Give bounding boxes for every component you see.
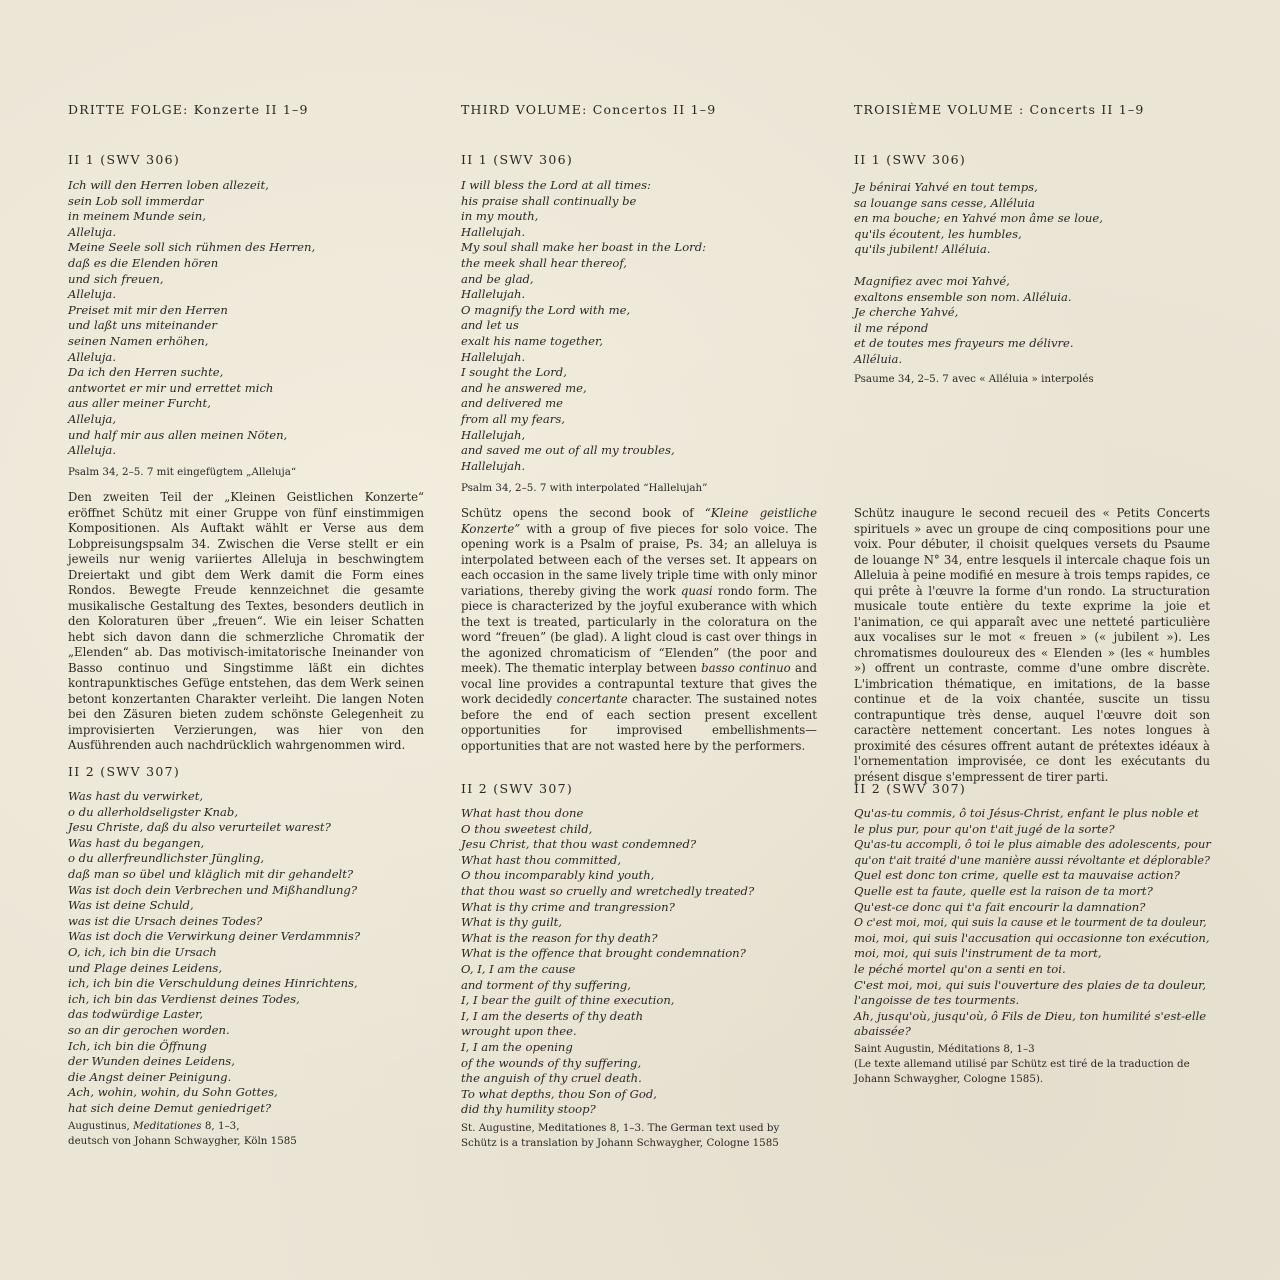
- verse-line: Ach, wohin, wohin, du Sohn Gottes,: [68, 1085, 278, 1100]
- english-volume-title: THIRD VOLUME: Concertos II 1–9: [461, 102, 717, 117]
- verse-line: Was hast du begangen,: [68, 835, 205, 850]
- english-commentary-part: rondo form. The piece is characterized by the joyful exuberance with which the text is treated, particularly in the coloratura on the word “freuen” (be glad). A light cloud is cast over things in the agonized chromaticism of “Elenden” (the poor and meek). The thematic interplay between: [461, 583, 817, 675]
- verse-line: and he answered me,: [461, 380, 587, 395]
- german-piece2-heading: II 2 (SWV 307): [68, 764, 180, 779]
- verse-line: daß es die Elenden hören: [68, 255, 219, 270]
- english-commentary-part: Schütz opens the second book of: [461, 506, 705, 520]
- verse-line: was ist die Ursach deines Todes?: [68, 913, 263, 928]
- verse-line: o du allerholdseligster Knab,: [68, 804, 239, 819]
- english-commentary-part: character. The sustained notes before the end of each section present excellent opportunities for improvised embellishments—opportunities that are not wasted here by the performers.: [461, 692, 818, 753]
- verse-line: il me répond: [854, 320, 929, 335]
- verse-line: qu'ils écoutent, les humbles,: [854, 226, 1022, 241]
- english-commentary-emphasis: quasi: [680, 583, 713, 598]
- verse-line: and let us: [461, 318, 519, 333]
- verse-line: Alleluja.: [68, 349, 117, 364]
- verse-line: What is thy guilt,: [461, 915, 562, 930]
- verse-line: that thou wast so cruelly and wretchedly treated?: [461, 883, 755, 898]
- verse-line: Hallelujah.: [461, 458, 526, 473]
- verse-line: Alleluja.: [68, 224, 117, 239]
- verse-line: exaltons ensemble son nom. Alléluia.: [854, 289, 1072, 304]
- verse-line: the anguish of thy cruel death.: [461, 1071, 642, 1086]
- verse-line: Hallelujah,: [461, 427, 526, 442]
- verse-line: Je bénirai Yahvé en tout temps,: [854, 180, 1038, 194]
- verse-line: Was ist doch dein Verbrechen und Mißhandlung?: [68, 882, 358, 897]
- french-piece2-source-line1: Saint Augustin, Méditations 8, 1–3: [854, 1043, 1035, 1055]
- verse-line: Alleluja.: [68, 443, 117, 458]
- french-piece2-source-line3: Johann Schwaygher, Cologne 1585).: [854, 1073, 1044, 1085]
- verse-line: and delivered me: [461, 396, 563, 411]
- verse-line: I will bless the Lord at all times:: [461, 178, 651, 192]
- english-commentary-emphasis: basso continuo: [701, 661, 791, 675]
- verse-line: moi, moi, qui suis l'instrument de ta mort,: [854, 946, 1102, 961]
- french-piece2-heading: II 2 (SWV 307): [854, 781, 966, 796]
- verse-line: the meek shall hear thereof,: [461, 255, 627, 270]
- verse-line: das todwürdige Laster,: [68, 1007, 204, 1022]
- verse-line: seinen Namen erhöhen,: [68, 333, 209, 348]
- verse-line: Ich will den Herren loben allezeit,: [68, 178, 269, 192]
- verse-line: and torment of thy suffering,: [461, 977, 631, 992]
- verse-line: qu'on t'ait traité d'une manière aussi révoltante et déplorable?: [854, 853, 1211, 867]
- verse-line: hat sich deine Demut geniedriget?: [68, 1100, 272, 1115]
- verse-line: C'est moi, moi, qui suis l'ouverture des plaies de ta douleur,: [854, 977, 1207, 992]
- verse-line: Was ist deine Schuld,: [68, 898, 194, 913]
- german-piece2-source-author: Augustinus,: [68, 1120, 130, 1132]
- verse-line: le péché mortel qu'on a senti en toi.: [854, 961, 1066, 976]
- verse-line: and saved me out of all my troubles,: [461, 443, 675, 458]
- german-commentary: Den zweiten Teil der „Kleinen Geistlichen Konzerte“ eröffnet Schütz mit einer Gruppe von fünf einstimmigen Kompositionen. Als Auftakt wählt er Verse aus dem Lobpreisungspsalm 34. Zwischen die Verse stellt er ein jeweils nur wenig variiertes Alleluja in beschwingtem Dreiertakt und gibt dem Werk damit die Form eines Rondos. Bewegte Freude kennzeichnet die gesamte musikalische Gestaltung des Textes, besonders deutlich in den Koloraturen über „freuen“. Wie ein leiser Schatten hebt sich davon dann die schmerzliche Chromatik der „Elenden“ ab. Das motivisch-imitatorische Ineinander von Basso continuo und Singstimme läßt ein dichtes kontrapunktisches Gefüge entstehen, das dem Werk seinen betont konzertanten Charakter verleiht. Die langen Noten bei den Zäsuren bieten zudem schönste Gelegenheit zu improvisierten Verzierungen, was hier von den Ausführenden auch nachdrücklich wahrgenommen wird.: [68, 490, 424, 752]
- german-volume-title: DRITTE FOLGE: Konzerte II 1–9: [68, 102, 309, 117]
- english-commentary-title: “Kleine geistliche Konzerte”: [461, 506, 817, 536]
- french-piece1-source: Psaume 34, 2–5. 7 avec « Alléluia » interpolés: [854, 373, 1094, 385]
- verse-line: der Wunden deines Leidens,: [68, 1054, 235, 1069]
- verse-line: abaissée?: [854, 1024, 911, 1039]
- french-piece2-verse: [854, 806, 1212, 1040]
- german-piece1-verse: [68, 178, 315, 459]
- verse-line: I, I bear the guilt of thine execution,: [461, 993, 675, 1008]
- verse-line: ich, ich bin die Verschuldung deines Hinrichtens,: [68, 976, 358, 991]
- english-piece1-verse: [461, 178, 706, 474]
- english-piece2-heading: II 2 (SWV 307): [461, 781, 573, 796]
- verse-line: What is thy crime and trangression?: [461, 899, 675, 914]
- verse-line: sa louange sans cesse, Alléluia: [854, 195, 1035, 210]
- verse-line: To what depths, thou Son of God,: [461, 1086, 657, 1101]
- english-commentary-emphasis: concertante: [556, 692, 628, 706]
- verse-line: and be glad,: [461, 271, 534, 286]
- verse-line: aus aller meiner Furcht,: [68, 396, 211, 411]
- verse-line: Was ist doch die Verwirkung deiner Verdammnis?: [68, 929, 361, 944]
- verse-line: Was hast du verwirket,: [68, 789, 204, 803]
- english-piece1-heading: II 1 (SWV 306): [461, 152, 573, 167]
- verse-line: did thy humility stoop?: [461, 1102, 596, 1117]
- verse-line: ich, ich bin das Verdienst deines Todes,: [68, 991, 300, 1006]
- verse-line: und Plage deines Leidens,: [68, 960, 223, 975]
- verse-line: antwortet er mir und errettet mich: [68, 380, 274, 395]
- verse-line: qu'ils jubilent! Alléluia.: [854, 242, 991, 257]
- verse-line: le plus pur, pour qu'on t'ait jugé de la sorte?: [854, 821, 1115, 836]
- verse-line: of the wounds of thy suffering,: [461, 1055, 642, 1070]
- german-piece2-source: [68, 1119, 297, 1149]
- verse-line: und half mir aus allen meinen Nöten,: [68, 427, 288, 442]
- verse-line: O magnify the Lord with me,: [461, 302, 631, 317]
- verse-line: O thou sweetest child,: [461, 821, 593, 836]
- verse-line: in meinem Munde sein,: [68, 209, 206, 224]
- verse-line: und sich freuen,: [68, 271, 164, 286]
- verse-line: Alleluja.: [68, 287, 117, 302]
- verse-line: exalt his name together,: [461, 333, 603, 348]
- verse-line: Meine Seele soll sich rühmen des Herren,: [68, 240, 316, 255]
- verse-line: Qu'est-ce donc qui t'a fait encourir la damnation?: [854, 899, 1146, 914]
- verse-line: o du allerfreundlichster Jüngling,: [68, 851, 265, 866]
- verse-line: O c'est moi, moi, qui suis la cause et le tourment de ta douleur,: [854, 916, 1207, 930]
- verse-line: so an dir gerochen worden.: [68, 1022, 230, 1037]
- verse-line: Preiset mit mir den Herren: [68, 302, 228, 317]
- english-piece2-source-line2: Schütz is a translation by Johann Schwaygher, Cologne 1585: [461, 1137, 779, 1149]
- verse-line: Alléluia.: [854, 351, 903, 366]
- english-piece2-verse: [461, 806, 754, 1118]
- verse-line: What is the offence that brought condemnation?: [461, 946, 746, 961]
- verse-line: und laßt uns miteinander: [68, 318, 217, 333]
- verse-line: Alleluja,: [68, 411, 117, 426]
- verse-line: Qu'as-tu commis, ô toi Jésus-Christ, enfant le plus noble et: [854, 806, 1199, 820]
- verse-line: Quelle est ta faute, quelle est la raison de ta mort?: [854, 883, 1153, 898]
- verse-line: O, ich, ich bin die Ursach: [68, 944, 217, 959]
- verse-line: wrought upon thee.: [461, 1024, 577, 1039]
- verse-line: l'angoisse de tes tourments.: [854, 993, 1020, 1008]
- verse-line: Quel est donc ton crime, quelle est ta mauvaise action?: [854, 868, 1180, 883]
- french-volume-title: TROISIÈME VOLUME : Concerts II 1–9: [854, 102, 1145, 117]
- verse-line: What hast thou done: [461, 806, 584, 820]
- verse-line: Magnifiez avec moi Yahvé,: [854, 274, 1010, 288]
- german-piece2-source-ref: 8, 1–3,: [204, 1120, 240, 1132]
- verse-line: his praise shall continually be: [461, 193, 637, 208]
- verse-line: Ich, ich bin die Öffnung: [68, 1038, 207, 1053]
- french-piece2-source-line2: (Le texte allemand utilisé par Schütz est tiré de la traduction de: [854, 1058, 1190, 1070]
- verse-line: My soul shall make her boast in the Lord:: [461, 240, 707, 255]
- verse-line: O thou incomparably kind youth,: [461, 868, 655, 883]
- english-commentary-part: with a group of five pieces for solo voice. The opening work is a Psalm of praise, Ps. 34; an alleluya is interpolated between each of the verses set. It appears on each occasion in the same lively triple time with only minor variations, thereby giving the work: [461, 521, 817, 598]
- verse-line: Hallelujah.: [461, 224, 526, 239]
- verse-line: Je cherche Yahvé,: [854, 305, 959, 320]
- verse-line: I, I am the opening: [461, 1039, 573, 1054]
- verse-line: moi, moi, qui suis l'accusation qui occasionne ton exécution,: [854, 930, 1210, 945]
- french-piece1-verse: [854, 180, 1103, 258]
- german-piece2-verse: [68, 789, 360, 1116]
- french-commentary: Schütz inaugure le second recueil des « Petits Concerts spirituels » avec un groupe de cinq compositions pour une voix. Pour débuter, il choisit quelques versets du Psaume de louange N° 34, entre lesquels il intercale chaque fois un Alleluia à peine modifié en mesure à trois temps rapides, ce qui prête à l'œuvre la forme d'un rondo. La structuration musicale toute entière du texte exprime la joie et l'animation, ce qui apparaît avec une netteté particulière aux vocalises sur le mot « freuen » (« jubilent »). Les chromatismes douloureux des « Elenden » (les « humbles ») offrent un contraste, comme d'une ombre discrète. L'imbrication thématique, en imitations, de la basse continue et de la voix chantée, suscite un tissu contrapuntique très dense, auquel l'œuvre doit son caractère nettement concertant. Les notes longues à proximité des césures offrent autant de prétextes idéaux à l'ornementation improvisée, ce dont les exécutants du présent disque s'empressent de tirer parti.: [854, 506, 1210, 784]
- english-commentary: [461, 506, 817, 754]
- french-piece1-verse-stanza2: [854, 274, 1074, 368]
- verse-line: O, I, I am the cause: [461, 961, 576, 976]
- verse-line: Hallelujah.: [461, 349, 526, 364]
- verse-line: What is the reason for thy death?: [461, 930, 658, 945]
- verse-line: I, I am the deserts of thy death: [461, 1008, 644, 1023]
- english-piece2-source-line1: St. Augustine, Meditationes 8, 1–3. The German text used by: [461, 1122, 780, 1134]
- verse-line: from all my fears,: [461, 411, 565, 426]
- verse-line: Ah, jusqu'où, jusqu'où, ô Fils de Dieu, ton humilité s'est-elle: [854, 1008, 1207, 1023]
- verse-line: en ma bouche; en Yahvé mon âme se loue,: [854, 211, 1103, 226]
- verse-line: Jesu Christ, that thou wast condemned?: [461, 837, 697, 852]
- german-piece1-heading: II 1 (SWV 306): [68, 152, 180, 167]
- verse-line: Hallelujah.: [461, 287, 526, 302]
- french-piece1-heading: II 1 (SWV 306): [854, 152, 966, 167]
- verse-line: Qu'as-tu accompli, ô toi le plus aimable des adolescents, pour: [854, 837, 1211, 852]
- verse-line: die Angst deiner Peinigung.: [68, 1069, 232, 1084]
- german-piece1-source: Psalm 34, 2–5. 7 mit eingefügtem „Alleluja“: [68, 466, 297, 478]
- verse-line: in my mouth,: [461, 209, 539, 224]
- verse-line: et de toutes mes frayeurs me délivre.: [854, 336, 1074, 351]
- verse-line: daß man so übel und kläglich mit dir gehandelt?: [68, 866, 354, 881]
- french-piece2-source: [854, 1042, 1190, 1087]
- verse-line: Da ich den Herren suchte,: [68, 365, 224, 380]
- verse-line: What hast thou committed,: [461, 852, 622, 867]
- english-commentary-part: and vocal line provides a contrapuntal texture that gives the work decidedly: [461, 661, 817, 706]
- english-piece2-source: [461, 1121, 779, 1151]
- german-piece2-source-work: Meditationes: [133, 1120, 202, 1132]
- english-piece1-source: Psalm 34, 2–5. 7 with interpolated “Hallelujah”: [461, 482, 708, 494]
- german-piece2-source-translator: deutsch von Johann Schwaygher, Köln 1585: [68, 1135, 297, 1147]
- verse-line: I sought the Lord,: [461, 365, 567, 380]
- verse-line: Jesu Christe, daß du also verurteilet warest?: [68, 820, 331, 835]
- verse-line: sein Lob soll immerdar: [68, 193, 204, 208]
